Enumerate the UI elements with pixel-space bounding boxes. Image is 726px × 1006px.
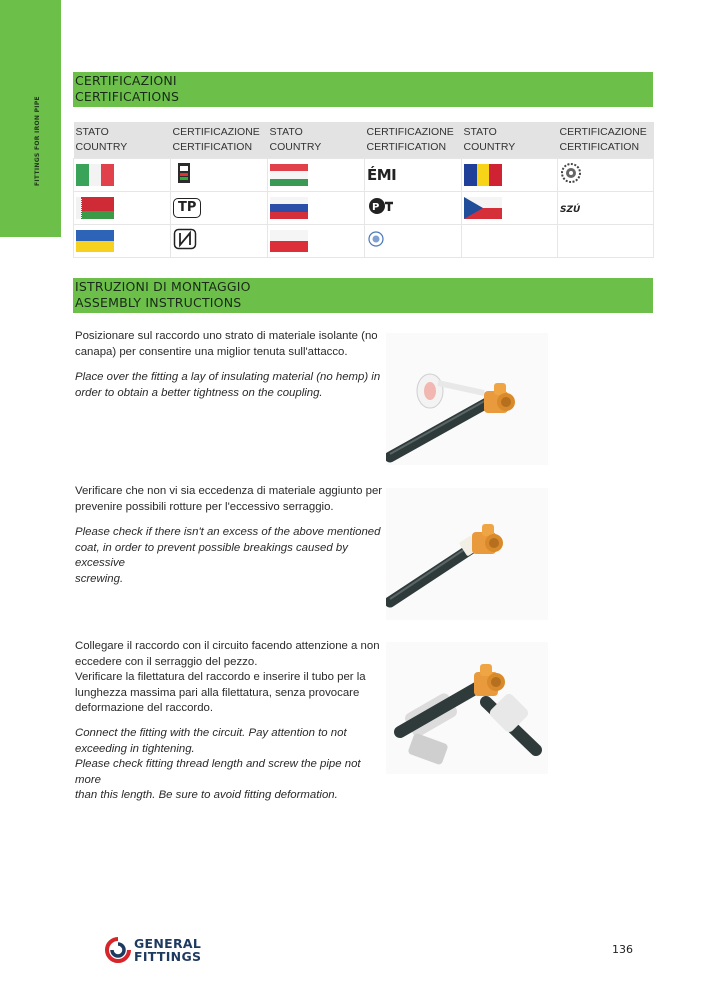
logo-line-2: FITTINGS [134, 949, 202, 964]
czech-flag [464, 197, 502, 219]
step-1-italian: Posizionare sul raccordo uno strato di materiale isolante (no canapa) per consentire una miglior tenuta sull'attacco. [75, 330, 378, 358]
step-3-english: Connect the fitting with the circuit. Pay attention to not exceeding in tightening. Please check fitting thread length and screw the pipe not more than this length. Be sure to avoid fitting deformation. [75, 727, 361, 801]
italian-cert-mark-icon [177, 162, 191, 184]
empty-cell [462, 225, 558, 258]
romania-flag [464, 164, 502, 186]
russia-flag [270, 197, 308, 219]
emi-mark-icon: ÉMI [367, 165, 397, 184]
table-row [74, 192, 654, 225]
polish-cert-mark-icon [367, 230, 385, 248]
assembly-title-en: ASSEMBLY INSTRUCTIONS [75, 295, 242, 310]
header-certification: CERTIFICAZIONE CERTIFICATION [558, 122, 654, 159]
certifications-heading [73, 72, 653, 107]
page-number: 136 [612, 943, 633, 956]
step-1-photo [386, 333, 548, 465]
header-certification: CERTIFICAZIONE CERTIFICATION [171, 122, 268, 159]
hungary-flag [270, 164, 308, 186]
svg-text:P: P [372, 201, 380, 213]
tr-mark-icon: TP [173, 198, 201, 218]
general-fittings-logo [104, 934, 204, 966]
czech-cert-mark-icon: SZÚ [560, 205, 581, 215]
italy-flag [76, 164, 114, 186]
certifications-table [73, 122, 654, 258]
pct-mark-icon [367, 195, 395, 217]
table-row [74, 225, 654, 258]
belarus-flag [76, 197, 114, 219]
table-header-row [74, 122, 654, 159]
step-3-italian: Collegare il raccordo con il circuito facendo attenzione a non eccedere con il serraggio del pezzo. Verificare la filettatura del raccordo e inserire il tubo per la lunghezza massima pari alla filettatura, senza provocare deformazione del raccordo. [75, 640, 380, 714]
ukraine-cert-mark-icon [173, 228, 197, 250]
header-certification: CERTIFICAZIONE CERTIFICATION [365, 122, 462, 159]
logo-mark-icon [104, 936, 132, 964]
header-country: STATO COUNTRY [268, 122, 365, 159]
assembly-heading [73, 278, 653, 313]
step-2-photo [386, 488, 548, 620]
header-country: STATO COUNTRY [462, 122, 558, 159]
logo-line-1: GENERAL [134, 936, 202, 951]
romanian-cert-mark-icon [560, 162, 582, 184]
certifications-title-it: CERTIFICAZIONI [75, 73, 177, 88]
step-2-italian: Verificare che non vi sia eccedenza di materiale aggiunto per prevenire possibili rotture per l'eccessivo serraggio. [75, 485, 383, 513]
side-tab-label: FITTINGS FOR IRON PIPE [34, 96, 41, 186]
table-row [74, 159, 654, 192]
side-tab [0, 0, 61, 237]
step-3-photo [386, 642, 548, 774]
header-country: STATO COUNTRY [74, 122, 171, 159]
ukraine-flag [76, 230, 114, 252]
poland-flag [270, 230, 308, 252]
assembly-title-it: ISTRUZIONI DI MONTAGGIO [75, 279, 251, 294]
empty-cell [558, 225, 654, 258]
step-2-english: Please check if there isn't an excess of the above mentioned coat, in order to prevent possible breakings caused by excessive screwing. [75, 526, 381, 585]
certifications-title-en: CERTIFICATIONS [75, 89, 180, 104]
step-1-english: Place over the fitting a lay of insulating material (no hemp) in order to obtain a better tightness on the coupling. [75, 371, 381, 399]
